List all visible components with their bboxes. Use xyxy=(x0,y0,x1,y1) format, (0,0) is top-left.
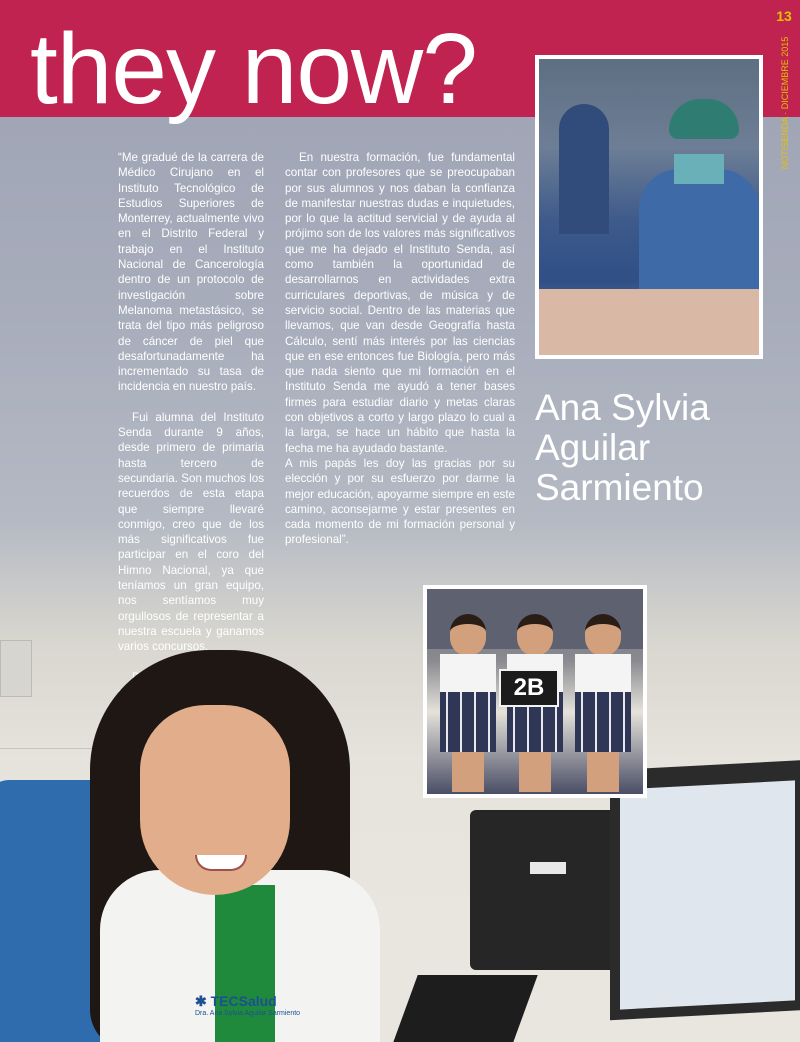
badge-logo: ✱ TECSalud xyxy=(195,993,277,1009)
article-paragraph: Fui alumna del Instituto Senda durante 9 años, desde primero de primaria hasta tercero de secundaria. Son muchos los recuerdos de esta etapa que siempre llevaré conmigo, creo que de los más significativos fue participar en el coro del Himno Nacional, ya que teníamos un gran equipo, nos sentíamos muy orgullosos de representar a nuestra escuela y ganamos varios concursos. xyxy=(118,410,264,654)
printer-label xyxy=(530,862,566,874)
patient xyxy=(539,289,759,355)
student-figure xyxy=(572,614,634,794)
surgery-photo-image xyxy=(539,59,759,355)
badge-name: Dra. Ana Sylvia Aguilar Sarmiento xyxy=(195,1010,301,1017)
surgical-gown xyxy=(639,169,759,309)
class-sign: 2B xyxy=(499,669,559,707)
page-number: 13 xyxy=(776,8,792,24)
printer xyxy=(470,810,620,970)
wall-switch xyxy=(0,640,32,697)
smile xyxy=(195,855,247,871)
class-photo xyxy=(423,585,647,798)
keyboard xyxy=(392,975,537,1042)
green-shirt xyxy=(215,885,275,1042)
article-paragraph: “Me gradué de la carrera de Médico Cirujano en el Instituto Tecnológico de Estudios Superiores de Monterrey, actualmente vivo en el Distrito Federal y trabajo en el Instituto Nacional de Cancerología dentro de un protocolo de investigación sobre Melanoma metastásico, se trata del tipo más peligroso de cáncer de piel que desafortunadamente ha incrementado su tasa de incidencia en nuestro país. xyxy=(118,151,264,394)
class-photo-image xyxy=(427,589,643,794)
student-figure xyxy=(437,614,499,794)
profile-name: Ana Sylvia Aguilar Sarmiento xyxy=(535,387,710,508)
page-headline: they now? xyxy=(30,13,477,125)
surgeon-figure xyxy=(559,104,609,234)
issue-label: NOTISENDA · DICIEMBRE 2015 xyxy=(780,36,790,170)
article-column-2 xyxy=(285,150,515,563)
monitor-screen xyxy=(620,780,795,1009)
surgery-photo xyxy=(535,55,763,359)
portrait-photo xyxy=(0,600,800,1042)
article-paragraph: A mis papás les doy las gracias por su elección y por su esfuerzo por darme la mejor educación, apoyarme siempre en este camino, aconsejarme y estar presentes en cada momento de mi formación personal y profesional”. xyxy=(285,456,515,547)
article-paragraph: En nuestra formación, fue fundamental contar con profesores que se preocupaban por sus alumnos y nos daban la confianza de manifestar nuestras dudas e inquietudes, por lo que la actitud servicial y de ayuda al prójimo son de los valores más significativos que me ha dejado el Instituto Senda, así como también la oportunidad de desarrollarnos en actividades extra curriculares deportivas, de música y de servicio social. Dentro de las materias que llevamos, que van desde Geografía hasta Cálculo, sentí más interés por las ciencias que en ese entonces fue Biología, pero más que nada siento que mi formación en el Instituto Senda me ayudó a tener bases firmes para estudiar diario y metas claras con objetivos a corto y largo plazo lo cual a la larga, se hace un hábito que hasta la fecha me ha ayudado bastante. xyxy=(285,151,515,455)
page-meta xyxy=(772,8,796,188)
surgical-cap xyxy=(669,99,739,139)
surgical-mask xyxy=(674,154,724,184)
